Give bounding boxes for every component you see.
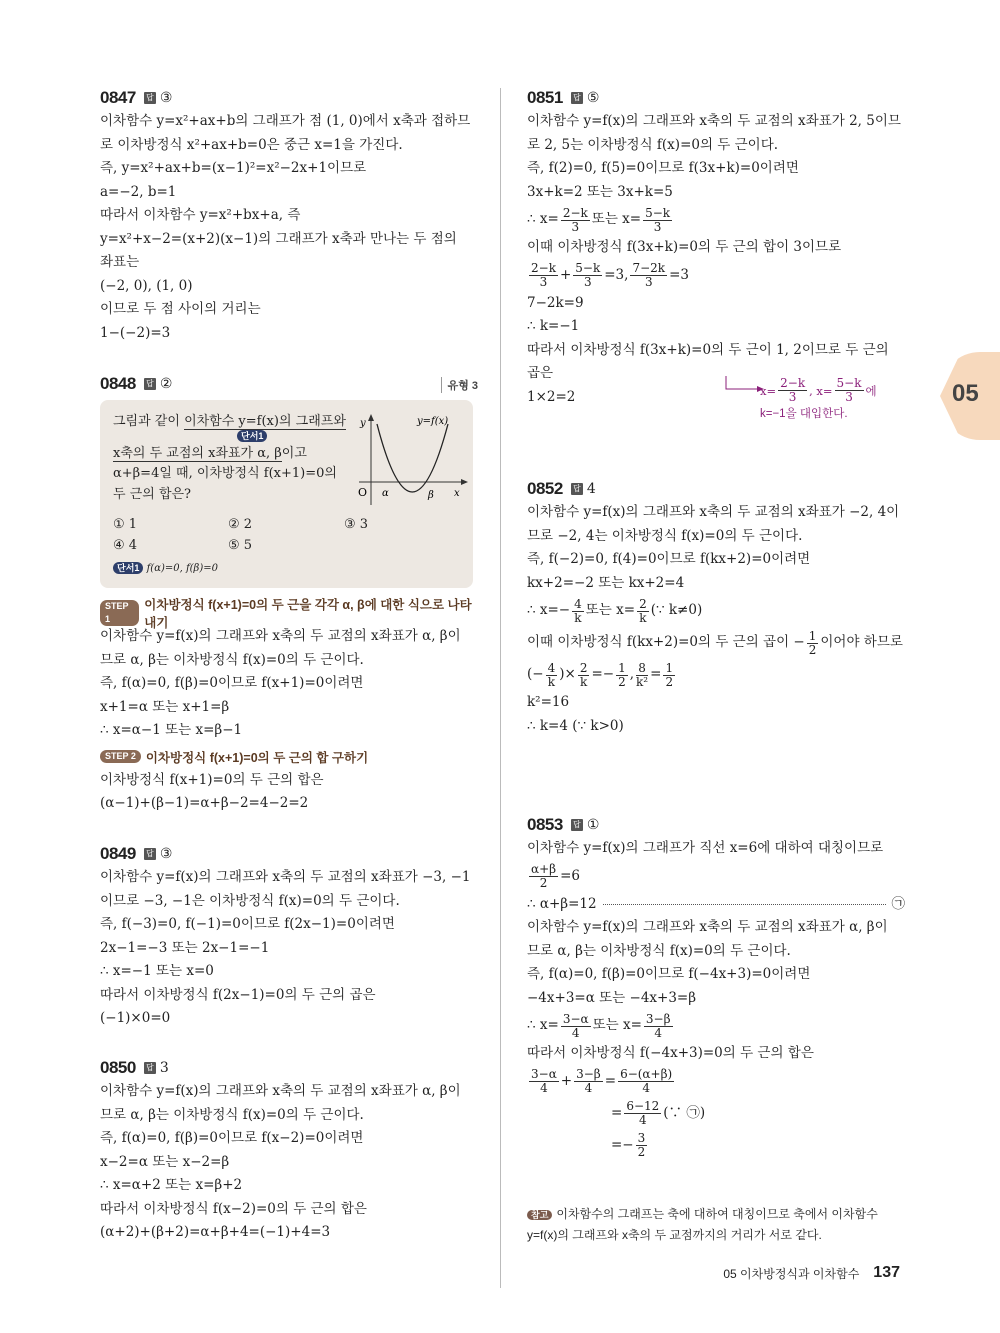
numerator: 4 — [574, 596, 582, 611]
denominator: 4 — [638, 1113, 647, 1127]
answer-value: ③ — [159, 846, 173, 862]
numerator: 2 — [579, 660, 588, 675]
solution-line — [527, 837, 905, 861]
math-text: 따라서 이차방정식 f(−4x+3)=0의 두 근의 합은 — [527, 1045, 814, 1061]
math-text: 이차함수 y=f(x)의 그래프와 x축의 두 교점의 x좌표가 α, β이 — [527, 919, 888, 935]
solution-line — [527, 659, 905, 691]
solution-line — [527, 181, 905, 205]
solution-line — [527, 292, 905, 316]
step-title: 이차방정식 f(x+1)=0의 두 근을 각각 α, β에 대한 식으로 나타내기 — [144, 598, 472, 630]
step-title: 이차방정식 f(x+1)=0의 두 근의 합 구하기 — [145, 750, 369, 765]
answer-icon: 답 — [144, 1062, 156, 1074]
denominator: 2 — [808, 642, 817, 657]
math-text: (∵ k≠0) — [650, 602, 703, 619]
problem-number: 0853 — [527, 815, 563, 834]
solution-line — [100, 134, 478, 158]
math-text: (− — [527, 666, 544, 683]
solution-line — [100, 890, 478, 914]
page-footer — [723, 1264, 900, 1282]
solution-line — [527, 715, 905, 739]
math-text: 즉, f(α)=0, f(β)=0이므로 f(−4x+3)=0이려면 — [527, 966, 811, 982]
problem-type: 유형 3 — [441, 377, 478, 393]
numerator: 3−α — [562, 1011, 589, 1026]
solution-line — [100, 913, 478, 937]
numerator: 5−k — [575, 261, 601, 275]
math-text: + — [559, 266, 572, 283]
math-text: ∴ k=4 (∵ k>0) — [527, 717, 624, 734]
solution-line — [100, 625, 478, 649]
numerator: 7−2k — [632, 261, 666, 275]
math-text: , — [629, 666, 635, 683]
math-text: =− — [611, 1136, 634, 1153]
solution-line — [527, 987, 905, 1011]
math-text: ∴ x=− — [527, 602, 571, 619]
dotted-leader — [603, 904, 886, 905]
math-text: 즉, f(α)=0, f(β)=0이므로 f(x+1)=0이려면 — [100, 675, 364, 691]
math-text: )× — [559, 666, 576, 683]
solution-line — [100, 298, 478, 322]
solution-line — [100, 251, 478, 275]
answer-icon: 답 — [144, 848, 156, 860]
math-text: 따라서 이차방정식 f(x−2)=0의 두 근의 합은 — [100, 1200, 367, 1217]
math-text: 이므로 −3, −1은 이차방정식 f(x)=0의 두 근이다. — [100, 892, 400, 909]
denominator: k — [639, 610, 647, 625]
math-text: 이차함수 y=f(x)의 그래프가 직선 x=6에 대하여 대칭이므로 — [527, 840, 884, 856]
origin-label: O — [358, 486, 368, 499]
solution-header — [527, 477, 905, 501]
numerator: 6−12 — [626, 1099, 660, 1113]
y-axis-label: y — [360, 418, 366, 429]
math-text: 3x+k=2 또는 3x+k=5 — [527, 183, 673, 200]
solution-line — [527, 940, 905, 964]
fraction — [636, 662, 648, 689]
denominator: k — [574, 610, 582, 625]
solution-line — [527, 339, 905, 363]
solution-line — [100, 719, 478, 743]
math-text: ∴ x= — [527, 211, 559, 228]
fraction — [529, 1068, 559, 1095]
answer-icon: 답 — [571, 819, 583, 831]
reference-badge: 참고 — [527, 1210, 552, 1220]
solution-line — [527, 595, 905, 627]
solution-line — [527, 1066, 905, 1098]
math-text: 따라서 이차방정식 f(3x+k)=0의 두 근이 1, 2이므로 두 근의 — [527, 341, 889, 358]
denominator: 4 — [584, 1081, 593, 1095]
choice-3: ③ 3 — [344, 517, 369, 532]
solution-line — [527, 236, 905, 260]
solution-line — [100, 984, 478, 1008]
math-text: 즉, f(2)=0, f(5)=0이므로 f(3x+k)=0이려면 — [527, 160, 799, 176]
answer-value: 3 — [159, 1060, 169, 1076]
solution-line — [527, 134, 905, 158]
solution-line — [100, 110, 478, 134]
solution-line — [100, 275, 478, 299]
math-text: 1−(−2)=3 — [100, 324, 171, 341]
solution-0852 — [527, 477, 905, 738]
numerator: 2 — [639, 596, 647, 611]
hint: 단서1 f(α)=0, f(β)=0 — [113, 562, 218, 574]
denominator: k² — [636, 674, 649, 689]
math-text: 좌표는 — [100, 254, 140, 270]
fraction — [624, 1100, 661, 1127]
numerator: 8 — [638, 660, 646, 675]
problem-number: 0852 — [527, 479, 563, 498]
numerator: 3−β — [645, 1011, 671, 1026]
step-badge: STEP 1 — [100, 600, 139, 626]
answer-value: ② — [159, 376, 173, 392]
answer-icon: 답 — [144, 92, 156, 104]
math-text: (α+2)+(β+2)=α+β+4=(−1)+4=3 — [100, 1224, 331, 1240]
solution-line — [100, 1104, 478, 1128]
clue-badge: 단서1 — [237, 430, 267, 442]
step-heading — [100, 745, 478, 769]
fraction — [636, 1132, 648, 1159]
solution-line — [527, 260, 905, 292]
math-text: 7−2k=9 — [527, 294, 584, 311]
math-text: 이때 이차방정식 f(3x+k)=0의 두 근의 합이 3이므로 — [527, 239, 842, 255]
denominator: 3 — [539, 275, 548, 289]
problem-number: 0847 — [100, 88, 136, 107]
step-heading — [100, 598, 478, 630]
fraction — [644, 1013, 673, 1040]
clue-badge: 단서1 — [113, 562, 143, 574]
fraction — [572, 598, 584, 625]
page-number: 137 — [873, 1264, 900, 1281]
solution-line — [100, 866, 478, 890]
math-text: 이차함수 y=f(x)의 그래프와 x축의 두 교점의 x좌표가 −2, 4이 — [527, 504, 900, 520]
fraction — [616, 662, 628, 689]
fraction — [618, 1068, 674, 1095]
solution-line — [527, 525, 905, 549]
solution-header — [100, 1056, 478, 1080]
solution-line — [527, 1042, 905, 1066]
math-text: kx+2=−2 또는 kx+2=4 — [527, 574, 685, 591]
math-text: 로 이차방정식 x²+ax+b=0은 중근 x=1을 가진다. — [100, 136, 403, 153]
denominator: k — [547, 674, 556, 689]
fraction — [663, 662, 675, 689]
solution-line — [100, 960, 478, 984]
numerator: 3 — [637, 1131, 646, 1145]
math-text: 또는 x= — [592, 1017, 642, 1034]
math-text: 또는 x= — [585, 602, 636, 619]
fraction — [529, 863, 558, 890]
annotation-line-1: x= $\frac{2-k}{3}$ , x= $\frac{5-k}{3}$ 에 — [760, 376, 877, 404]
math-text: 므로 α, β는 이차방정식 f(x)=0의 두 근이다. — [100, 651, 364, 668]
math-text: = — [650, 666, 662, 683]
function-label: y=f(x) — [417, 416, 449, 427]
solution-line — [527, 1010, 905, 1042]
solution-line — [527, 572, 905, 596]
math-text: ∴ x= — [527, 1017, 559, 1034]
problem-number: 0848 — [100, 374, 136, 393]
numerator: 1 — [618, 660, 626, 675]
solution-line — [527, 157, 905, 181]
solution-line — [100, 157, 478, 181]
math-text: 이차방정식 f(x+1)=0의 두 근의 합은 — [100, 771, 324, 788]
solution-header — [527, 813, 905, 837]
numerator: 2−k — [531, 261, 556, 275]
solution-line — [100, 228, 478, 252]
answer-value: ⑤ — [586, 90, 600, 106]
math-text: ∴ x=α+2 또는 x=β+2 — [100, 1177, 243, 1193]
solution-header — [100, 86, 478, 110]
math-text: =− — [591, 666, 615, 683]
problem-number: 0851 — [527, 88, 563, 107]
solution-0848-header — [100, 372, 478, 396]
math-text: (−2, 0), (1, 0) — [100, 277, 193, 294]
answer-value: ① — [586, 817, 600, 833]
denominator: 3 — [571, 219, 580, 234]
denominator: k — [580, 674, 588, 689]
solution-line — [527, 548, 905, 572]
fraction — [573, 262, 602, 289]
math-text: 므로 −2, 4는 이차방정식 f(x)=0의 두 근이다. — [527, 527, 803, 544]
denominator: 4 — [654, 1025, 663, 1040]
math-text: ∴ α+β=12 — [527, 895, 597, 912]
math-text: −4x+3=α 또는 −4x+3=β — [527, 989, 697, 1006]
problem-number: 0850 — [100, 1058, 136, 1077]
question-line: α+β=4일 때, 이차방정식 f(x+1)=0의 — [113, 466, 337, 481]
solution-line — [527, 1130, 905, 1162]
numerator: 1 — [808, 628, 817, 643]
numerator: 2−k — [562, 205, 588, 220]
math-text: ∴ x=−1 또는 x=0 — [100, 963, 214, 979]
beta-label: β — [428, 490, 434, 501]
denominator: 2 — [665, 674, 674, 689]
solution-line — [100, 181, 478, 205]
math-text: 이차함수 y=f(x)의 그래프와 x축의 두 교점의 x좌표가 2, 5이므 — [527, 113, 901, 129]
math-text: 2x−1=−3 또는 2x−1=−1 — [100, 939, 270, 956]
math-text: 곱은 — [527, 365, 554, 381]
solution-line — [100, 1007, 478, 1031]
x-axis-label: x — [454, 488, 460, 499]
math-text: ∴ k=−1 — [527, 318, 580, 334]
solution-0850 — [100, 1056, 478, 1245]
solution-line — [527, 315, 905, 339]
fraction — [637, 598, 649, 625]
math-text: 1×2=2 — [527, 388, 576, 405]
math-text: =3 — [669, 266, 689, 283]
math-text: 로 2, 5는 이차방정식 f(x)=0의 두 근이다. — [527, 136, 779, 153]
denominator: 3 — [583, 275, 592, 289]
choice-5: ⑤ 5 — [228, 538, 253, 553]
math-text: =6 — [560, 867, 581, 884]
fraction — [529, 262, 558, 289]
denominator: 2 — [637, 1145, 646, 1159]
solution-line — [100, 649, 478, 673]
fraction — [561, 1013, 591, 1040]
solution-line — [527, 627, 905, 659]
math-text: (∵ ㉠) — [663, 1104, 706, 1121]
chapter-tab-label: 05 — [952, 380, 979, 407]
fraction — [561, 207, 590, 234]
solution-line — [100, 1080, 478, 1104]
math-text: 므로 α, β는 이차방정식 f(x)=0의 두 근이다. — [100, 1106, 364, 1123]
fraction — [643, 207, 672, 234]
chapter-title: 05 이차방정식과 이차함수 — [723, 1266, 860, 1281]
math-text: 이차함수 y=f(x)의 그래프와 x축의 두 교점의 x좌표가 α, β이 — [100, 1083, 461, 1099]
denominator: 4 — [571, 1025, 580, 1040]
step-badge: STEP 2 — [100, 750, 141, 763]
math-text: 또는 x= — [591, 211, 642, 228]
answer-value: 4 — [586, 481, 596, 497]
math-text: 따라서 이차함수 y=x²+bx+a, 즉 — [100, 207, 301, 223]
problem-box — [100, 400, 473, 588]
denominator: 2 — [618, 674, 626, 689]
numerator: 4 — [547, 660, 556, 675]
denominator: 3 — [653, 219, 662, 234]
reference-note: 참고 이차함수의 그래프는 축에 대하여 대칭이므로 축에서 이차함수 y=f(x)의 그래프와 x축의 두 교점까지의 거리가 서로 같다. — [527, 1207, 878, 1242]
solution-line — [100, 792, 478, 816]
math-text: k²=16 — [527, 694, 570, 710]
solution-0847 — [100, 86, 478, 345]
solution-line — [527, 691, 905, 715]
solution-line — [100, 937, 478, 961]
math-text: ∴ x=α−1 또는 x=β−1 — [100, 722, 243, 738]
solution-line — [100, 204, 478, 228]
fraction — [807, 630, 819, 657]
fraction — [630, 262, 667, 289]
math-text: 이차함수 y=f(x)의 그래프와 x축의 두 교점의 x좌표가 −3, −1 — [100, 869, 471, 885]
annotation-line-2: k=−1을 대입한다. — [760, 408, 848, 420]
solution-line — [100, 1127, 478, 1151]
solution-line — [100, 1198, 478, 1222]
numerator: 5−k — [645, 205, 671, 220]
math-text: =3, — [604, 266, 629, 283]
math-text: 이차함수 y=f(x)의 그래프와 x축의 두 교점의 x좌표가 α, β이 — [100, 628, 461, 644]
solution-line — [100, 696, 478, 720]
solution-0848-steps — [100, 598, 478, 816]
solution-header — [527, 86, 905, 110]
numerator: 3−α — [531, 1067, 557, 1081]
solution-line — [100, 1151, 478, 1175]
denominator: 4 — [642, 1081, 650, 1095]
math-text: 이때 이차방정식 f(kx+2)=0의 두 근의 곱이 − — [527, 634, 805, 651]
numerator: 1 — [665, 660, 674, 675]
answer-icon: 답 — [571, 92, 583, 104]
math-text: x−2=α 또는 x−2=β — [100, 1153, 230, 1170]
solution-line — [527, 501, 905, 525]
question-line: 그림과 같이 이차함수 y=f(x)의 그래프와 — [113, 414, 346, 429]
parabola-graph — [355, 410, 470, 505]
math-text: + — [560, 1072, 573, 1089]
math-text: 즉, y=x²+ax+b=(x−1)²=x²−2x+1이므로 — [100, 160, 367, 176]
choice-4: ④ 4 — [113, 538, 138, 553]
column-divider — [500, 88, 501, 1288]
math-text: 즉, f(−2)=0, f(4)=0이므로 f(kx+2)=0이려면 — [527, 551, 811, 567]
math-text: = — [604, 1072, 617, 1089]
solution-line — [527, 204, 905, 236]
denominator: 3 — [644, 275, 653, 289]
math-text: (−1)×0=0 — [100, 1010, 171, 1026]
fraction — [574, 1068, 603, 1095]
solution-line — [527, 893, 905, 917]
math-text: x+1=α 또는 x+1=β — [100, 698, 230, 715]
solution-header — [100, 842, 478, 866]
denominator: 4 — [540, 1081, 548, 1095]
solution-line — [100, 769, 478, 793]
numerator: α+β — [531, 862, 557, 876]
solution-0853 — [527, 813, 905, 1162]
math-text: a=−2, b=1 — [100, 183, 177, 200]
question-line: 두 근의 합은? — [113, 487, 192, 502]
solution-0849 — [100, 842, 478, 1031]
math-text: 이어야 하므로 — [820, 634, 903, 651]
math-text: 즉, f(α)=0, f(β)=0이므로 f(x−2)=0이려면 — [100, 1130, 364, 1146]
solution-line — [527, 916, 905, 940]
solution-line — [527, 110, 905, 134]
solution-line — [100, 322, 478, 346]
math-text: 이므로 두 점 사이의 거리는 — [100, 301, 261, 317]
fraction — [578, 662, 590, 689]
equation-marker: ㉠ — [891, 895, 905, 912]
fraction — [546, 662, 558, 689]
solution-line — [100, 1174, 478, 1198]
solution-0851 — [527, 86, 905, 409]
math-text: 이차함수 y=x²+ax+b의 그래프가 점 (1, 0)에서 x축과 접하므 — [100, 113, 471, 129]
solution-line — [527, 861, 905, 893]
problem-number: 0849 — [100, 844, 136, 863]
choice-2: ② 2 — [228, 517, 253, 532]
answer-icon: 답 — [144, 378, 156, 390]
math-text: 므로 α, β는 이차방정식 f(x)=0의 두 근이다. — [527, 942, 791, 959]
solution-line — [527, 963, 905, 987]
numerator: 6−(α+β) — [620, 1067, 673, 1081]
math-text: (α−1)+(β−1)=α+β−2=4−2=2 — [100, 795, 309, 811]
answer-icon: 답 — [571, 483, 583, 495]
math-text: y=x²+x−2=(x+2)(x−1)의 그래프가 x축과 만나는 두 점의 — [100, 230, 457, 247]
math-text: 즉, f(−3)=0, f(−1)=0이므로 f(2x−1)=0이려면 — [100, 916, 395, 932]
math-text: = — [611, 1104, 623, 1121]
numerator: 3−β — [576, 1067, 601, 1081]
annotation-arrow — [720, 376, 765, 394]
solution-line — [100, 1221, 478, 1245]
question-line: x축의 두 교점의 x좌표가 α, β이고 — [113, 446, 307, 461]
math-text: 따라서 이차방정식 f(2x−1)=0의 두 근의 곱은 — [100, 986, 376, 1003]
solution-line — [100, 672, 478, 696]
choice-1: ① 1 — [113, 517, 138, 532]
denominator: 2 — [539, 876, 548, 890]
solution-line — [527, 1098, 905, 1130]
alpha-label: α — [382, 488, 389, 499]
answer-value: ③ — [159, 90, 173, 106]
